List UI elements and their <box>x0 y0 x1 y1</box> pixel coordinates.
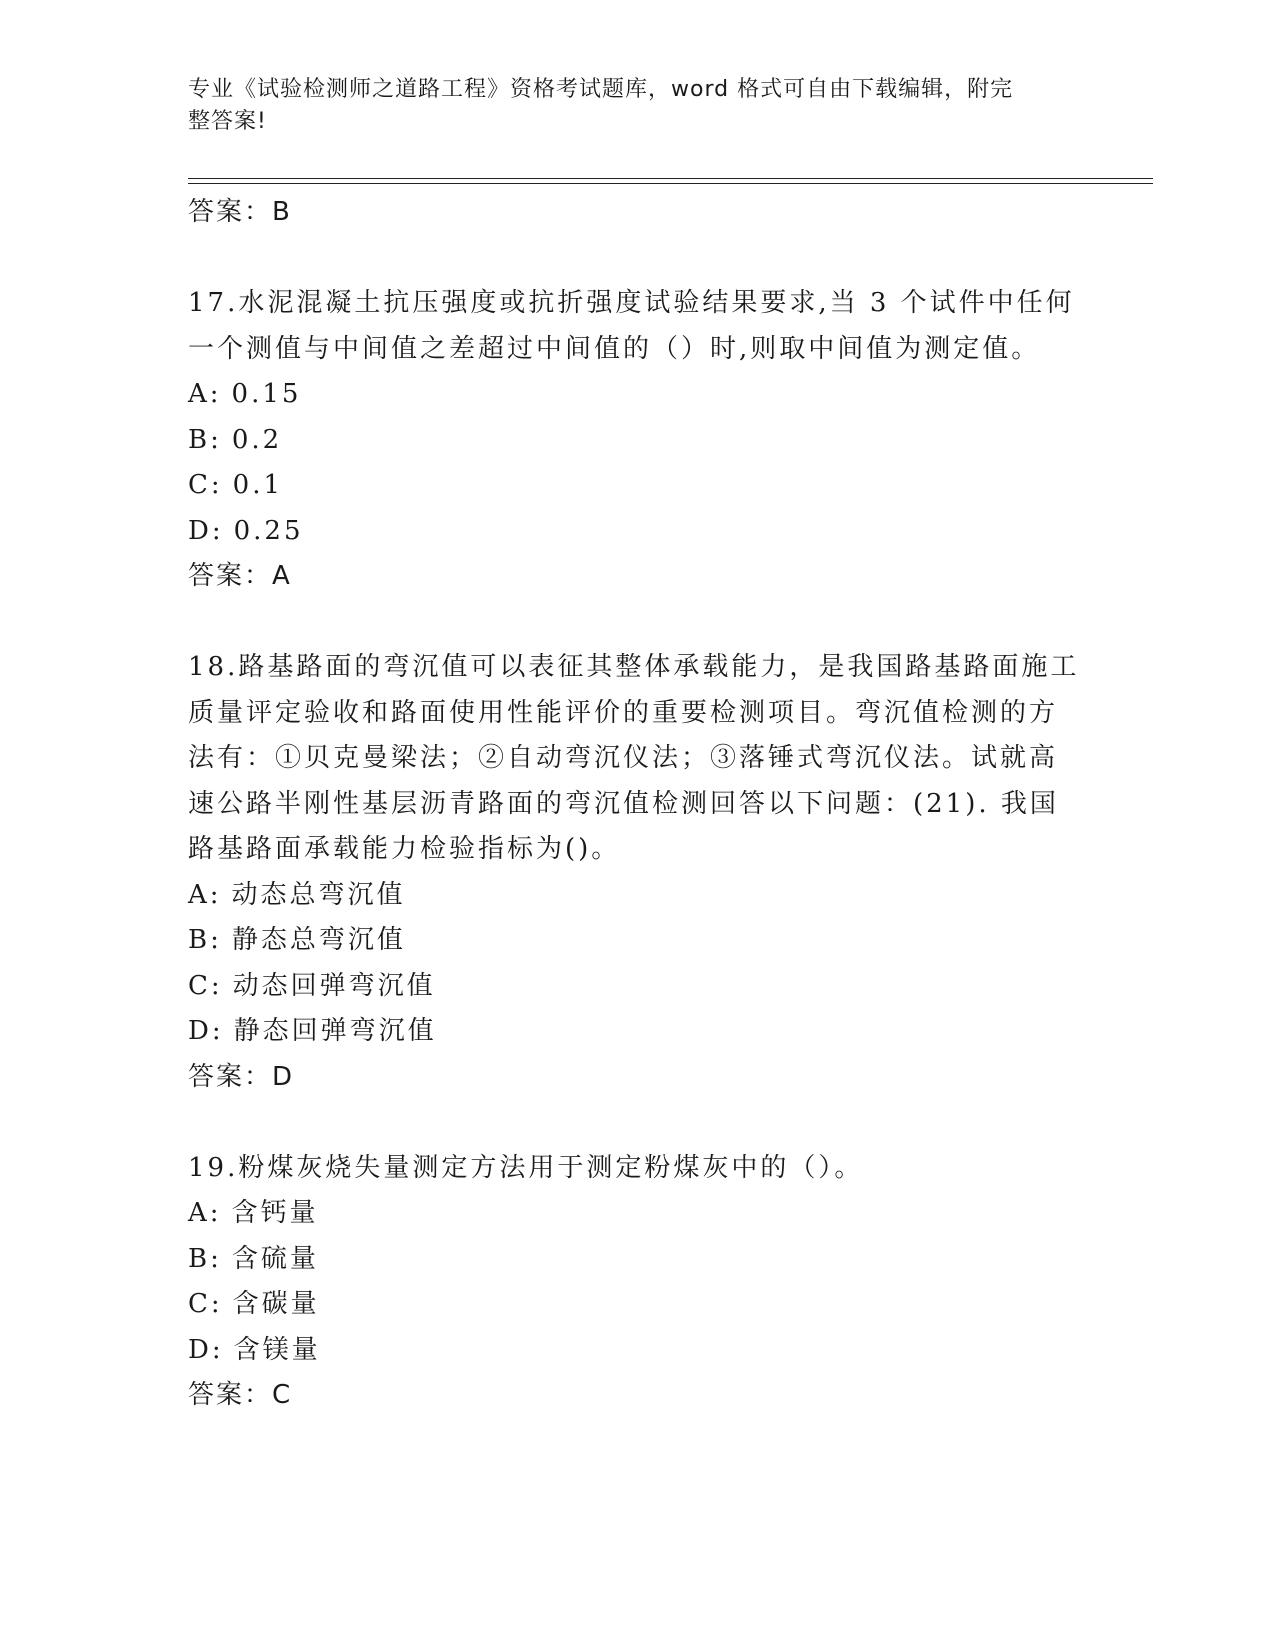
option-text: 动态总弯沉值 <box>231 879 406 910</box>
spacer <box>188 1100 1088 1146</box>
page-header <box>188 74 1068 138</box>
option-text: 静态总弯沉值 <box>231 925 406 955</box>
option-key: A: <box>188 879 222 910</box>
option-key: C: <box>188 1289 223 1319</box>
option-key: B: <box>188 925 222 955</box>
question-stem-line: 17.水泥混凝土抗压强度或抗折强度试验结果要求,当 3 个试件中任何 <box>188 288 1075 318</box>
question-block-18 <box>188 645 1088 1100</box>
option-b <box>188 1237 1088 1283</box>
header-line-1: 专业《试验检测师之道路工程》资格考试题库，word 格式可自由下载编辑，附完 <box>188 77 1014 102</box>
option-text: 含镁量 <box>233 1334 321 1365</box>
option-key: C: <box>188 970 223 1001</box>
question-stem-line: 质量评定验收和路面使用性能评价的重要检测项目。弯沉值检测的方 <box>188 697 1059 728</box>
option-key: D: <box>188 1016 224 1046</box>
header-line-2: 整答案! <box>188 109 267 134</box>
option-text: 静态回弹弯沉值 <box>233 1016 437 1046</box>
question-stem-line: 路基路面承载能力检验指标为()。 <box>188 834 621 864</box>
option-text: 0.1 <box>232 470 284 500</box>
option-key: B: <box>188 1243 222 1274</box>
option-text: 含硫量 <box>231 1243 319 1274</box>
spacer <box>188 600 1088 646</box>
question-content <box>188 190 1088 1419</box>
question-stem-line: 速公路半刚性基层沥青路面的弯沉值检测回答以下问题：(21). 我国 <box>188 788 1059 819</box>
answer-17: 答案：A <box>188 561 292 591</box>
option-d <box>188 509 1088 555</box>
option-key: A: <box>188 1198 222 1228</box>
header-divider <box>188 178 1153 179</box>
spacer <box>188 236 1088 282</box>
option-key: D: <box>188 1334 224 1365</box>
question-stem-line: 19.粉煤灰烧失量测定方法用于测定粉煤灰中的（）。 <box>188 1152 864 1183</box>
option-key: D: <box>188 515 224 546</box>
option-text: 0.25 <box>233 515 304 546</box>
answer-18: 答案：D <box>188 1061 295 1092</box>
option-b <box>188 918 1088 964</box>
question-stem-line: 一个测值与中间值之差超过中间值的（）时,则取中间值为测定值。 <box>188 333 1041 364</box>
question-block-17 <box>188 281 1088 600</box>
option-text: 0.15 <box>231 379 302 409</box>
option-d <box>188 1328 1088 1374</box>
question-stem-line: 18.路基路面的弯沉值可以表征其整体承载能力，是我国路基路面施工 <box>188 652 1080 682</box>
header-divider-secondary <box>188 183 1153 184</box>
option-text: 0.2 <box>231 424 283 455</box>
option-c <box>188 1282 1088 1328</box>
question-block-19 <box>188 1146 1088 1419</box>
option-c <box>188 964 1088 1010</box>
option-key: C: <box>188 470 223 500</box>
option-a <box>188 372 1088 418</box>
option-key: B: <box>188 424 222 455</box>
option-key: A: <box>188 379 222 409</box>
option-a <box>188 873 1088 919</box>
option-a <box>188 1191 1088 1237</box>
question-stem-line: 法有：①贝克曼梁法；②自动弯沉仪法；③落锤式弯沉仪法。试就高 <box>188 743 1059 773</box>
option-d <box>188 1009 1088 1055</box>
answer-19: 答案：C <box>188 1380 293 1410</box>
option-text: 含碳量 <box>232 1289 320 1319</box>
option-text: 动态回弹弯沉值 <box>232 970 436 1001</box>
option-b <box>188 418 1088 464</box>
option-c <box>188 463 1088 509</box>
option-text: 含钙量 <box>231 1198 319 1228</box>
answer-previous: 答案：B <box>188 197 292 227</box>
